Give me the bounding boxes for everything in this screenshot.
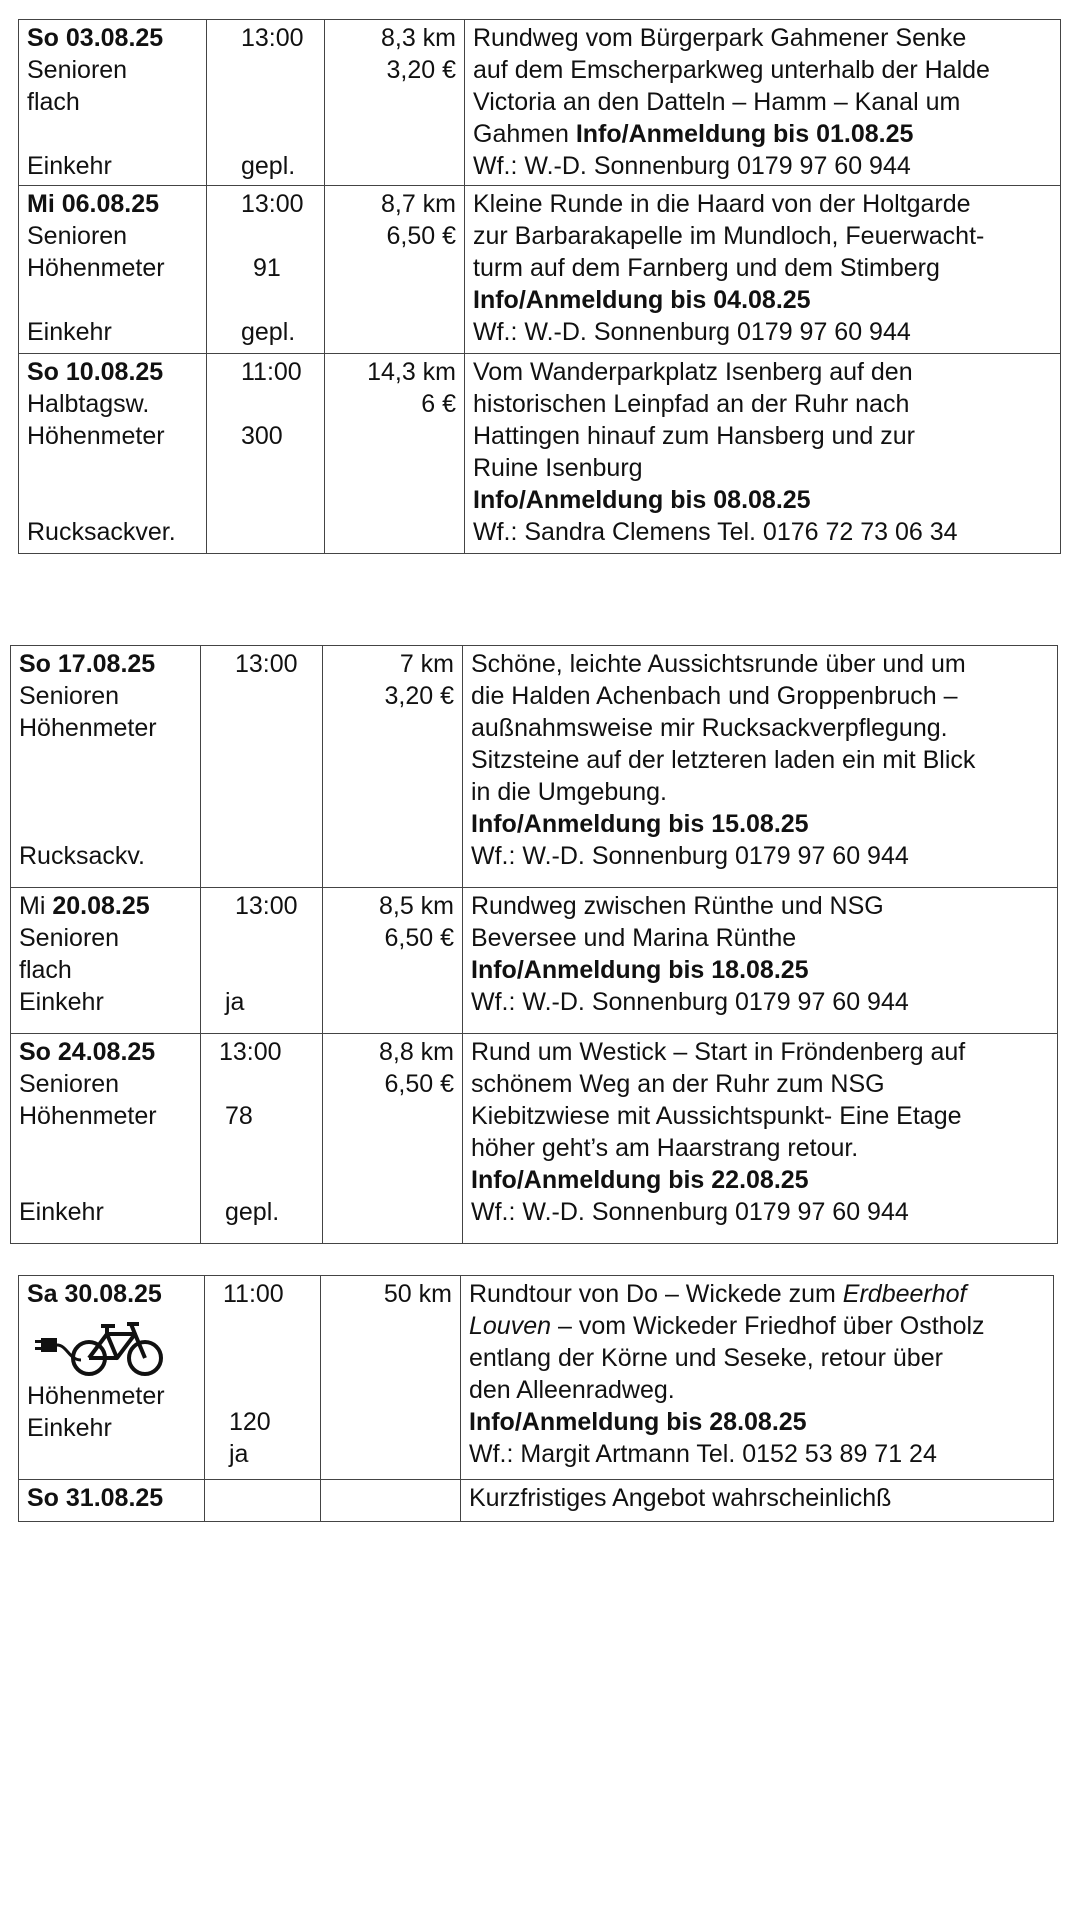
time-cell xyxy=(201,1034,323,1244)
tour-category: Senioren xyxy=(19,924,120,952)
tour-price: 6 € xyxy=(421,390,456,418)
date-cell xyxy=(19,186,207,354)
description-line: Vom Wanderparkplatz Isenberg auf den xyxy=(473,358,913,386)
e-bike-icon-graphic xyxy=(27,1316,177,1378)
tour-time: 13:00 xyxy=(241,190,304,218)
date-cell xyxy=(11,888,201,1034)
description-line: Ruine Isenburg xyxy=(473,454,643,482)
date-cell xyxy=(19,1276,205,1480)
time-cell xyxy=(201,888,323,1034)
guide-contact: Wf.: W.-D. Sonnenburg 0179 97 60 944 xyxy=(471,1198,909,1226)
description-line: Schöne, leichte Aussichtsrunde über und um xyxy=(471,650,966,678)
description-cell xyxy=(461,1480,1054,1522)
distance-cell xyxy=(323,646,463,888)
distance-cell xyxy=(325,20,465,186)
tour-extra: Rucksackver. xyxy=(27,518,176,546)
tour-distance: 50 km xyxy=(383,1280,452,1308)
tour-elevation: 78 xyxy=(225,1102,253,1130)
tour-category: Senioren xyxy=(27,222,128,250)
tour-date: Mi 06.08.25 xyxy=(27,190,160,218)
tour-extra: Einkehr xyxy=(27,1414,112,1442)
tour-weekday: Mi xyxy=(19,892,46,920)
time-cell xyxy=(201,646,323,888)
tour-detail: Höhenmeter xyxy=(19,714,157,742)
description-tail: Gahmen xyxy=(473,120,569,148)
tour-category: Senioren xyxy=(19,1070,120,1098)
date-cell xyxy=(19,1480,205,1522)
tour-detail: Höhenmeter xyxy=(27,1382,165,1410)
description-cell xyxy=(465,186,1061,354)
time-cell xyxy=(205,1276,321,1480)
table-row xyxy=(19,354,1061,554)
tour-time: 11:00 xyxy=(241,358,302,386)
description-head: Rundtour von Do – Wickede zum xyxy=(469,1280,836,1308)
description-line: höher geht’s am Haarstrang retour. xyxy=(471,1134,859,1162)
tour-time-extra: gepl. xyxy=(241,152,296,180)
table-row xyxy=(19,1276,1054,1480)
description-head-italic: Erdbeerhof xyxy=(842,1280,967,1308)
schedule-table-1 xyxy=(18,19,1061,554)
tour-date: Sa 30.08.25 xyxy=(27,1280,162,1308)
guide-contact: Wf.: W.-D. Sonnenburg 0179 97 60 944 xyxy=(471,988,909,1016)
tour-time-extra: ja xyxy=(225,988,245,1016)
description-line xyxy=(469,1310,1045,1342)
tour-detail: Höhenmeter xyxy=(27,422,165,450)
guide-contact: Wf.: W.-D. Sonnenburg 0179 97 60 944 xyxy=(473,152,911,180)
e-bike-icon xyxy=(27,1310,196,1380)
description-line: Victoria an den Datteln – Hamm – Kanal um xyxy=(473,88,961,116)
tour-detail: flach xyxy=(27,88,80,116)
registration-info: Info/Anmeldung bis 15.08.25 xyxy=(471,810,809,838)
table-row xyxy=(19,20,1061,186)
tour-price: 6,50 € xyxy=(384,924,454,952)
table-row xyxy=(19,1480,1054,1522)
description-line: Rund um Westick – Start in Fröndenberg auf xyxy=(471,1038,966,1066)
date-cell xyxy=(19,354,207,554)
description-line: die Halden Achenbach und Groppenbruch – xyxy=(471,682,958,710)
description-line: Rundweg vom Bürgerpark Gahmener Senke xyxy=(473,24,967,52)
description-cell xyxy=(465,354,1061,554)
registration-info: Info/Anmeldung bis 18.08.25 xyxy=(471,956,809,984)
tour-distance: 8,8 km xyxy=(378,1038,454,1066)
description-italic-rest: – vom Wickeder Friedhof über Ostholz xyxy=(557,1312,985,1340)
tour-date: So 24.08.25 xyxy=(19,1038,156,1066)
guide-contact: Wf.: W.-D. Sonnenburg 0179 97 60 944 xyxy=(471,842,909,870)
tour-extra: Einkehr xyxy=(27,318,112,346)
registration-info: Info/Anmeldung bis 28.08.25 xyxy=(469,1408,807,1436)
tour-extra: Einkehr xyxy=(19,1198,104,1226)
description-line: Kleine Runde in die Haard von der Holtgarde xyxy=(473,190,971,218)
description-line: historischen Leinpfad an der Ruhr nach xyxy=(473,390,910,418)
registration-info: Info/Anmeldung bis 01.08.25 xyxy=(575,120,914,148)
tour-time: 13:00 xyxy=(241,24,304,52)
tour-distance: 8,5 km xyxy=(378,892,454,920)
tour-price: 3,20 € xyxy=(386,56,456,84)
description-line: schönem Weg an der Ruhr zum NSG xyxy=(471,1070,885,1098)
tour-distance: 7 km xyxy=(399,650,454,678)
description-line: entlang der Körne und Seseke, retour über xyxy=(469,1344,943,1372)
tour-detail: Höhenmeter xyxy=(19,1102,157,1130)
tour-detail: flach xyxy=(19,956,72,984)
tour-elevation: 91 xyxy=(253,254,281,282)
date-cell xyxy=(19,20,207,186)
description-cell xyxy=(463,1034,1058,1244)
tour-time: 13:00 xyxy=(235,892,298,920)
tour-price: 6,50 € xyxy=(384,1070,454,1098)
description-line: turm auf dem Farnberg und dem Stimberg xyxy=(473,254,940,282)
description-line xyxy=(473,118,1052,150)
description-italic-line: Louven xyxy=(469,1312,552,1340)
description-line: den Alleenradweg. xyxy=(469,1376,675,1404)
tour-date: So 03.08.25 xyxy=(27,24,164,52)
table-row xyxy=(11,1034,1058,1244)
tour-extra: Einkehr xyxy=(19,988,104,1016)
distance-cell xyxy=(323,1034,463,1244)
description-line xyxy=(469,1278,1045,1310)
distance-cell xyxy=(321,1276,461,1480)
description-line: Kiebitzwiese mit Aussichtspunkt- Eine Etage xyxy=(471,1102,962,1130)
description-cell xyxy=(461,1276,1054,1480)
time-cell xyxy=(207,186,325,354)
tour-time-extra: gepl. xyxy=(241,318,296,346)
description-line: außnahmsweise mir Rucksackverpflegung. xyxy=(471,714,948,742)
description-line: Rundweg zwischen Rünthe und NSG xyxy=(471,892,884,920)
tour-price: 6,50 € xyxy=(386,222,456,250)
description-cell xyxy=(463,888,1058,1034)
tour-time: 13:00 xyxy=(235,650,298,678)
date-cell xyxy=(11,646,201,888)
description-cell xyxy=(463,646,1058,888)
tour-date: So 31.08.25 xyxy=(27,1484,164,1512)
tour-extra: Einkehr xyxy=(27,152,112,180)
time-cell xyxy=(207,20,325,186)
tour-distance: 8,7 km xyxy=(380,190,456,218)
tour-distance: 14,3 km xyxy=(367,358,456,386)
tour-extra: Rucksackv. xyxy=(19,842,145,870)
tour-price: 3,20 € xyxy=(384,682,454,710)
guide-contact: Wf.: Sandra Clemens Tel. 0176 72 73 06 34 xyxy=(473,518,958,546)
tour-elevation: 300 xyxy=(241,422,283,450)
tour-category: Senioren xyxy=(19,682,120,710)
table-row xyxy=(11,646,1058,888)
tour-elevation: 120 xyxy=(229,1408,271,1436)
tour-time-extra: gepl. xyxy=(225,1198,280,1226)
tour-category: Halbtagsw. xyxy=(27,390,150,418)
tour-time-extra: ja xyxy=(229,1440,249,1468)
distance-cell xyxy=(321,1480,461,1522)
tour-date: So 10.08.25 xyxy=(27,358,164,386)
tour-date xyxy=(19,890,192,922)
description-line: Sitzsteine auf der letzteren laden ein mit Blick xyxy=(471,746,976,774)
tour-category: Senioren xyxy=(27,56,128,84)
registration-info: Info/Anmeldung bis 22.08.25 xyxy=(471,1166,809,1194)
tour-time: 13:00 xyxy=(219,1038,282,1066)
distance-cell xyxy=(325,354,465,554)
description-line: auf dem Emscherparkweg unterhalb der Halde xyxy=(473,56,990,84)
table-row xyxy=(19,186,1061,354)
registration-info: Info/Anmeldung bis 08.08.25 xyxy=(473,486,811,514)
tour-time: 11:00 xyxy=(223,1280,284,1308)
time-cell xyxy=(207,354,325,554)
date-cell xyxy=(11,1034,201,1244)
description-line: Kurzfristiges Angebot wahrscheinlichß xyxy=(469,1484,892,1512)
tour-distance: 8,3 km xyxy=(380,24,456,52)
description-line: zur Barbarakapelle im Mundloch, Feuerwacht- xyxy=(473,222,985,250)
description-line: in die Umgebung. xyxy=(471,778,667,806)
tour-date: So 17.08.25 xyxy=(19,650,156,678)
guide-contact: Wf.: W.-D. Sonnenburg 0179 97 60 944 xyxy=(473,318,911,346)
distance-cell xyxy=(325,186,465,354)
guide-contact: Wf.: Margit Artmann Tel. 0152 53 89 71 24 xyxy=(469,1440,937,1468)
description-cell xyxy=(465,20,1061,186)
schedule-table-2 xyxy=(10,645,1058,1244)
schedule-table-3 xyxy=(18,1275,1054,1522)
description-line: Beversee und Marina Rünthe xyxy=(471,924,797,952)
tour-date-value: 20.08.25 xyxy=(52,892,150,920)
table-row xyxy=(11,888,1058,1034)
time-cell xyxy=(205,1480,321,1522)
tour-detail: Höhenmeter xyxy=(27,254,165,282)
distance-cell xyxy=(323,888,463,1034)
registration-info: Info/Anmeldung bis 04.08.25 xyxy=(473,286,811,314)
description-line: Hattingen hinauf zum Hansberg und zur xyxy=(473,422,915,450)
